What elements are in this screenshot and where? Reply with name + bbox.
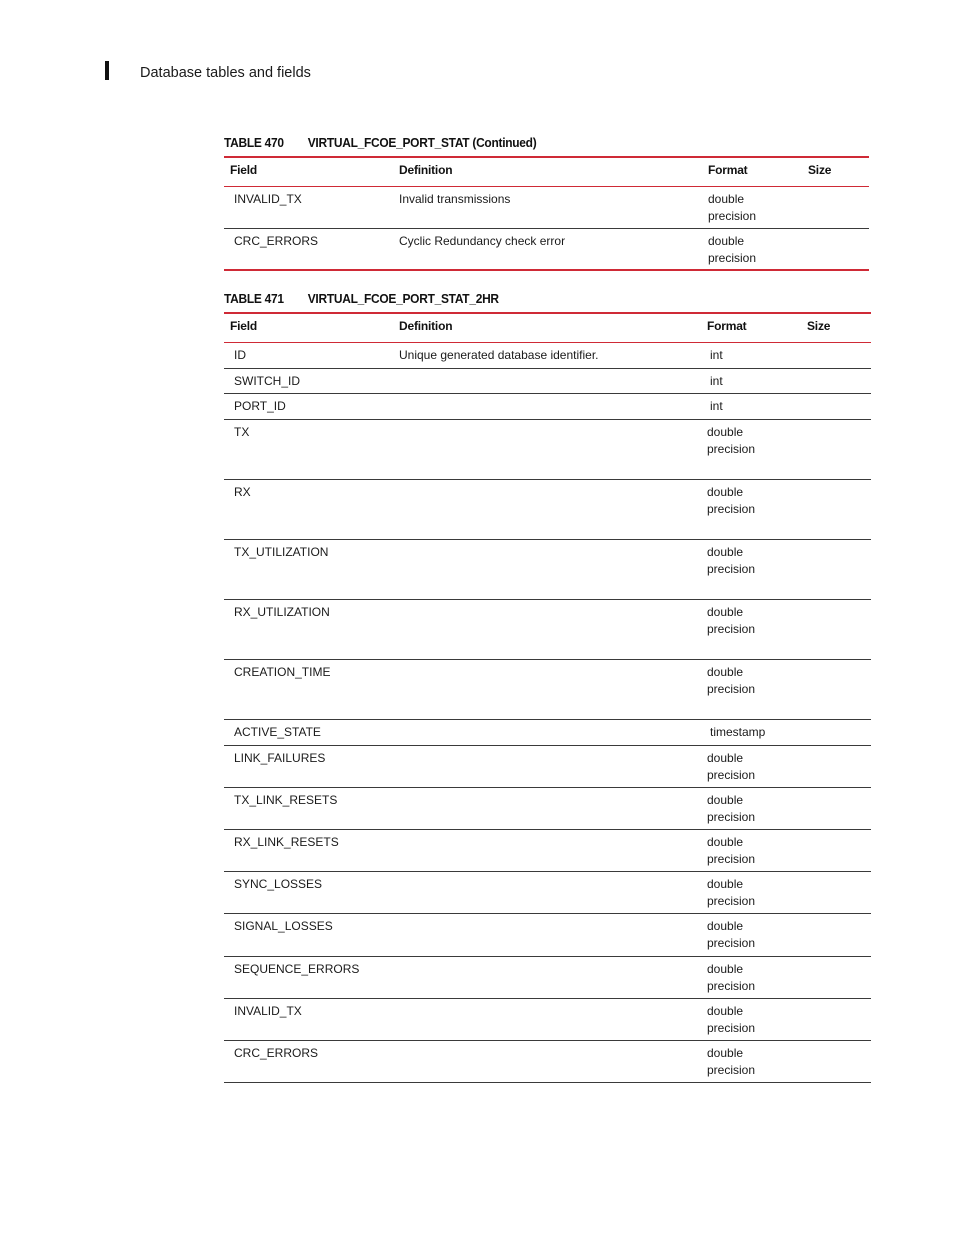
column-header-format: Format [707,313,807,342]
cell-definition [399,719,707,745]
cell-format [707,342,807,368]
table-row [224,368,871,393]
cell-size [807,539,871,599]
table-470-caption [224,135,537,150]
column-header-field: Field [224,313,399,342]
cell-format [707,599,807,659]
cell-size [807,829,871,871]
cell-format [707,479,807,539]
cell-field: ACTIVE_STATE [224,719,399,745]
table-471 [224,312,871,1083]
format-line: double [708,191,745,206]
cell-size [807,745,871,787]
table-row [224,956,871,998]
cell-format [707,871,807,913]
table-row [224,186,869,228]
format-line: precision [707,809,756,824]
cell-field: RX_UTILIZATION [224,599,399,659]
cell-definition [399,913,707,956]
table-row [224,393,871,419]
cell-size [807,419,871,479]
table-header-row [224,313,871,342]
cell-size [807,393,871,419]
format-line: double [707,484,744,499]
cell-format [707,956,807,998]
cell-definition: Unique generated database identifier. [399,342,707,368]
cell-format [707,719,807,745]
cell-format [708,228,808,270]
table-row [224,719,871,745]
format-line: int [710,347,723,362]
table-row [224,228,869,270]
cell-size [807,787,871,829]
cell-size [807,479,871,539]
cell-size [808,186,869,228]
cell-definition [399,479,707,539]
cell-field: INVALID_TX [224,998,399,1040]
cell-size [807,659,871,719]
cell-definition [399,998,707,1040]
format-line: double [707,1045,744,1060]
table-row [224,787,871,829]
change-bar [105,61,109,80]
table-row [224,871,871,913]
table-470 [224,156,869,271]
format-line: precision [708,208,757,223]
format-line: double [707,750,744,765]
cell-size [807,719,871,745]
table-row [224,539,871,599]
format-line: int [710,373,723,388]
format-line: int [710,398,723,413]
cell-definition [399,659,707,719]
running-header: Database tables and fields [140,65,311,81]
format-line: double [708,233,745,248]
cell-format [708,186,808,228]
format-line: double [707,792,744,807]
cell-format [707,368,807,393]
table-row [224,745,871,787]
table-471-number: TABLE 471 [224,291,284,306]
table-471-caption [224,291,499,306]
format-line: timestamp [710,724,766,739]
cell-field: SIGNAL_LOSSES [224,913,399,956]
cell-definition [399,419,707,479]
column-header-definition: Definition [399,313,707,342]
format-line: precision [707,621,756,636]
format-line: double [707,1003,744,1018]
cell-format [707,539,807,599]
cell-field: INVALID_TX [224,186,399,228]
cell-definition [399,829,707,871]
column-header-field: Field [224,157,399,186]
cell-size [807,871,871,913]
cell-definition [399,745,707,787]
format-line: double [707,834,744,849]
cell-size [807,342,871,368]
table-header-row [224,157,869,186]
format-line: precision [708,250,757,265]
format-line: precision [707,441,756,456]
cell-field: PORT_ID [224,393,399,419]
format-line: double [707,961,744,976]
table-row [224,479,871,539]
cell-format [707,419,807,479]
cell-field: CREATION_TIME [224,659,399,719]
cell-size [807,956,871,998]
cell-field: SYNC_LOSSES [224,871,399,913]
cell-field: CRC_ERRORS [224,228,399,270]
format-line: precision [707,893,756,908]
cell-definition [399,393,707,419]
cell-size [807,368,871,393]
format-line: precision [707,561,756,576]
format-line: precision [707,681,756,696]
table-row [224,599,871,659]
cell-definition [399,871,707,913]
format-line: double [707,664,744,679]
column-header-size: Size [808,157,869,186]
cell-format [707,998,807,1040]
table-row [224,829,871,871]
cell-format [707,787,807,829]
cell-format [707,659,807,719]
format-line: double [707,544,744,559]
cell-size [807,913,871,956]
format-line: precision [707,767,756,782]
cell-definition [399,1040,707,1082]
format-line: double [707,604,744,619]
cell-format [707,829,807,871]
format-line: double [707,876,744,891]
cell-format [707,1040,807,1082]
format-line: double [707,918,744,933]
format-line: precision [707,978,756,993]
column-header-size: Size [807,313,871,342]
cell-definition [399,956,707,998]
column-header-format: Format [708,157,808,186]
table-row [224,419,871,479]
cell-size [807,1040,871,1082]
cell-size [808,228,869,270]
cell-field: TX [224,419,399,479]
cell-field: LINK_FAILURES [224,745,399,787]
format-line: precision [707,851,756,866]
cell-field: SWITCH_ID [224,368,399,393]
cell-definition [399,368,707,393]
cell-field: TX_LINK_RESETS [224,787,399,829]
format-line: precision [707,1062,756,1077]
format-line: double [707,424,744,439]
format-line: precision [707,935,756,950]
cell-size [807,599,871,659]
format-line: precision [707,501,756,516]
table-row [224,998,871,1040]
cell-definition [399,787,707,829]
format-line: precision [707,1020,756,1035]
cell-format [707,393,807,419]
table-row [224,913,871,956]
table-470-number: TABLE 470 [224,135,284,150]
cell-definition [399,539,707,599]
cell-definition: Cyclic Redundancy check error [399,228,708,270]
table-row [224,659,871,719]
cell-field: CRC_ERRORS [224,1040,399,1082]
cell-field: SEQUENCE_ERRORS [224,956,399,998]
table-row [224,1040,871,1082]
cell-field: ID [224,342,399,368]
cell-field: RX_LINK_RESETS [224,829,399,871]
cell-format [707,913,807,956]
cell-format [707,745,807,787]
cell-field: RX [224,479,399,539]
cell-field: TX_UTILIZATION [224,539,399,599]
table-row [224,342,871,368]
cell-definition [399,599,707,659]
cell-definition: Invalid transmissions [399,186,708,228]
column-header-definition: Definition [399,157,708,186]
cell-size [807,998,871,1040]
table-471-title: VIRTUAL_FCOE_PORT_STAT_2HR [307,291,499,306]
table-470-title: VIRTUAL_FCOE_PORT_STAT (Continued) [307,135,537,150]
